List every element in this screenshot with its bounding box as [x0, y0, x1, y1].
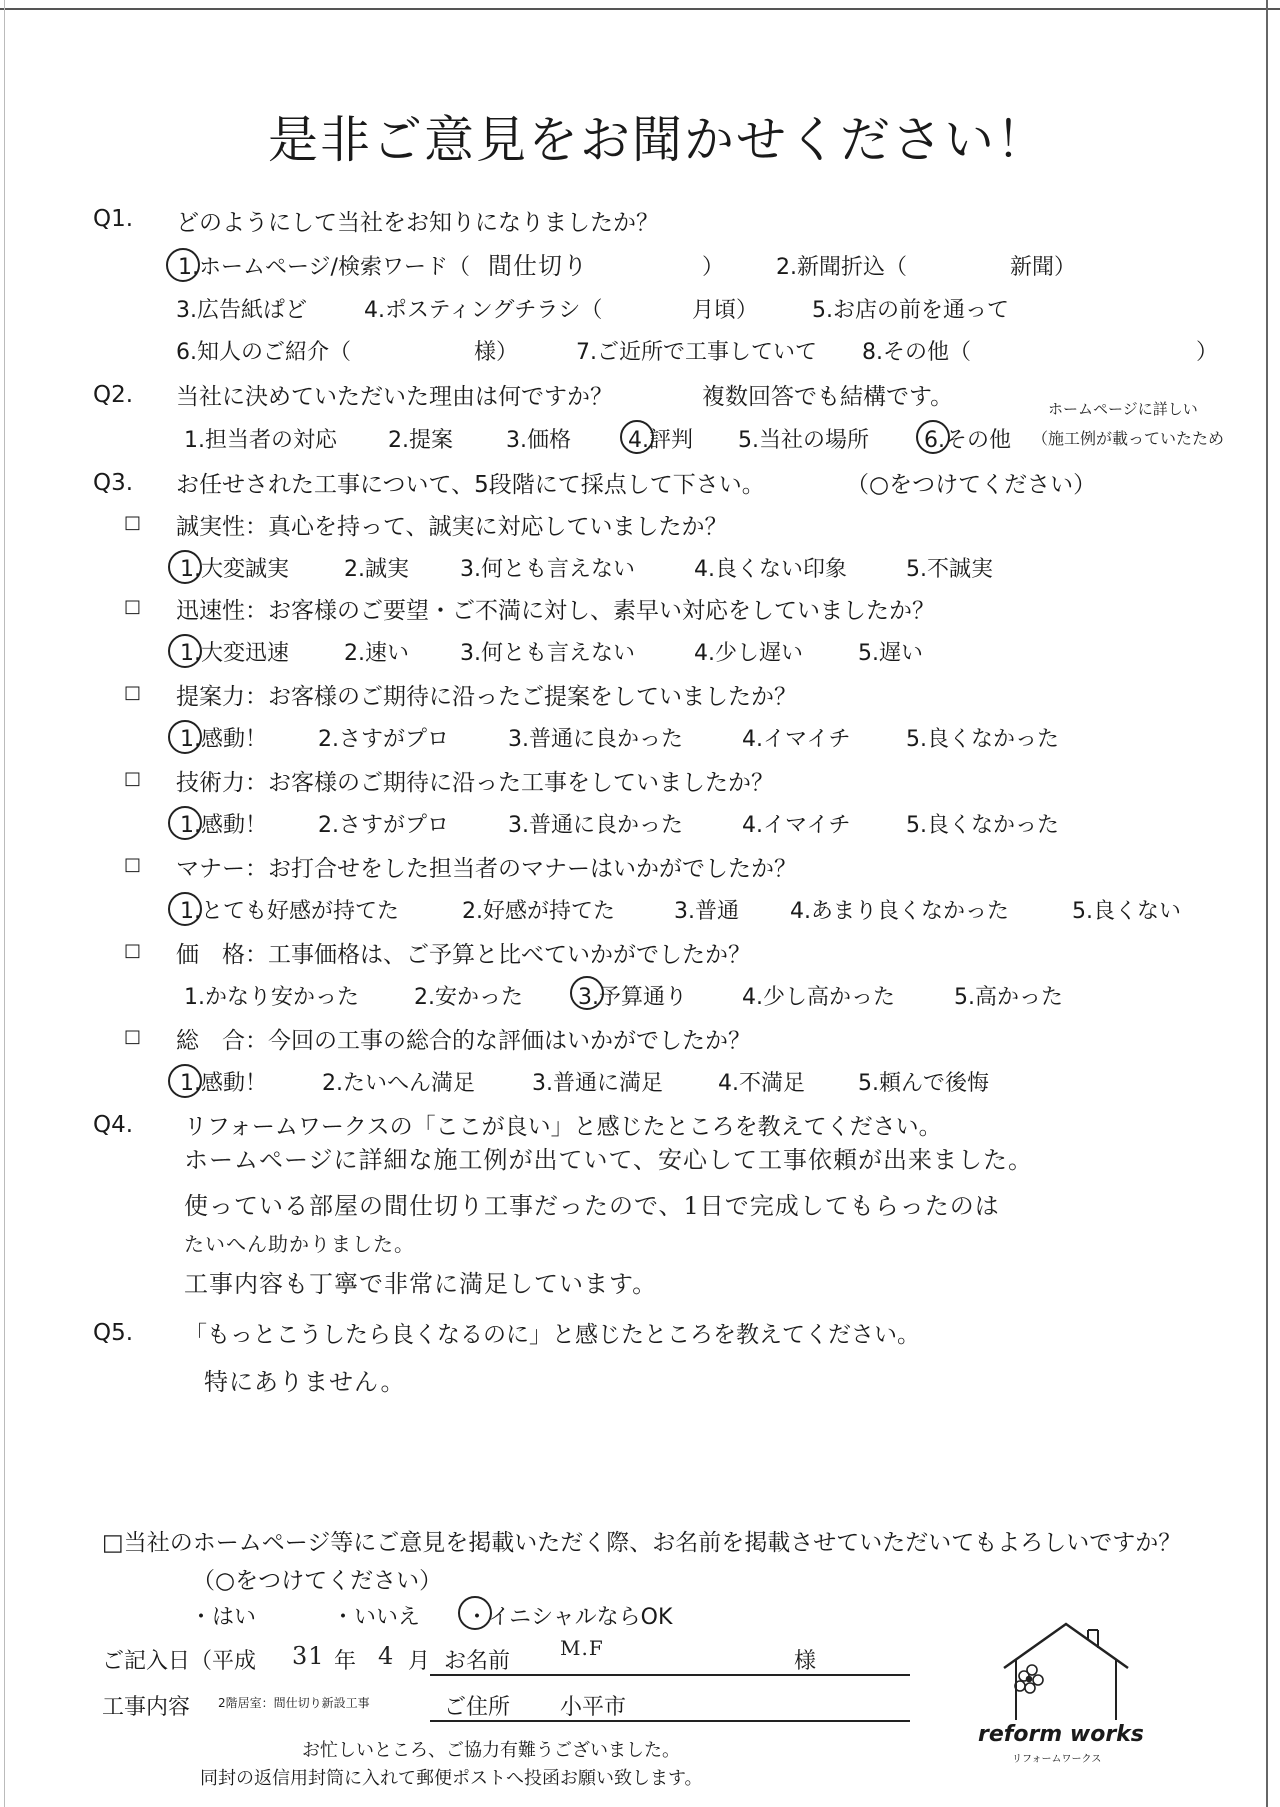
rating-option: 1.感動！: [180, 1071, 267, 1096]
rating-option: 4.イマイチ: [742, 727, 851, 752]
q2-option-3: 3.価格: [506, 428, 571, 453]
consent-option-no[interactable]: ・いいえ: [332, 1605, 421, 1630]
rating-option: 2.誠実: [344, 557, 409, 582]
rating-option: 1.とても好感が持てた: [180, 899, 399, 924]
q1-question: どのようにして当社をお知りになりましたか？: [176, 210, 659, 236]
rating-option: 5.高かった: [954, 985, 1063, 1010]
q1-option-1: 1.ホームページ/検索ワード（: [178, 255, 470, 280]
q2-option-1: 1.担当者の対応: [184, 428, 337, 453]
q3-item-title: 誠実性：真心を持って、誠実に対応していましたか？: [176, 514, 728, 540]
q4-answer-line: たいへん助かりました。: [184, 1232, 415, 1256]
rating-option: 5.良くなかった: [906, 813, 1059, 838]
work-label: 工事内容: [102, 1695, 191, 1720]
q2-option-6: 6.その他: [924, 428, 1011, 453]
rating-option: 3.何とも言えない: [460, 641, 635, 666]
checkbox[interactable]: □: [124, 768, 142, 789]
rating-option: 3.普通に満足: [532, 1071, 663, 1096]
q4-label: Q4.: [93, 1112, 134, 1138]
house-with-flower-icon: [996, 1620, 1136, 1730]
checkbox[interactable]: □: [124, 512, 142, 533]
name-value[interactable]: M.F: [560, 1636, 604, 1660]
q2-option-4: 4.評判: [628, 428, 693, 453]
date-year-unit: 年: [334, 1649, 357, 1674]
consent-option-yes[interactable]: ・はい: [190, 1605, 257, 1630]
name-underline: [430, 1674, 910, 1676]
address-value[interactable]: 小平市: [560, 1695, 627, 1720]
checkbox[interactable]: □: [124, 1026, 142, 1047]
name-label: お名前: [444, 1649, 511, 1674]
rating-option: 2.安かった: [414, 985, 523, 1010]
q1-option-3: 3.広告紙ぱど: [176, 298, 307, 323]
q1-option-7: 7.ご近所で工事していて: [576, 340, 817, 365]
q3-item-title: マナー：お打合せをした担当者のマナーはいかがでしたか？: [176, 856, 797, 882]
rating-option: 1.かなり安かった: [184, 985, 359, 1010]
checkbox[interactable]: □: [124, 682, 142, 703]
q2-option-5: 5.当社の場所: [738, 428, 869, 453]
address-underline: [430, 1720, 910, 1722]
q3-item-title: 技術力：お客様のご期待に沿った工事をしていましたか？: [176, 770, 774, 796]
rating-option: 1.感動！: [180, 727, 267, 752]
page-title: 是非ご意見をお聞かせください！: [268, 111, 1048, 169]
consent-question: □当社のホームページ等にご意見を掲載いただく際、お名前を掲載させていただいてもよろしいですか？: [102, 1530, 1182, 1556]
date-month-unit: 月: [408, 1649, 431, 1674]
scan-edge-top: [0, 8, 1280, 10]
checkbox[interactable]: □: [124, 854, 142, 875]
date-label: ご記入日（平成: [102, 1649, 257, 1674]
q4-answer-line: 使っている部屋の間仕切り工事だったので、1日で完成してもらったのは: [184, 1192, 1000, 1220]
rating-option: 5.遅い: [858, 641, 923, 666]
footer-thanks: お忙しいところ、ご協力有難うございました。: [302, 1740, 680, 1761]
q3-item-title: 迅速性：お客様のご要望・ご不満に対し、素早い対応をしていましたか？: [176, 598, 935, 624]
rating-option: 3.普通: [674, 899, 739, 924]
q2-question: 当社に決めていただいた理由は何ですか？: [176, 384, 613, 410]
logo-kana: リフォームワークス: [1012, 1754, 1102, 1765]
q1-option-8-close: ）: [1196, 340, 1219, 365]
rating-option: 5.良くなかった: [906, 727, 1059, 752]
rating-option: 4.あまり良くなかった: [790, 899, 1009, 924]
q4-answer-line: ホームページに詳細な施工例が出ていて、安心して工事依頼が出来ました。: [184, 1146, 1034, 1174]
rating-option: 5.頼んで後悔: [858, 1071, 989, 1096]
logo: [996, 1620, 1136, 1730]
scan-edge-right: [1266, 0, 1268, 1807]
work-value[interactable]: 2階居室：間仕切り新設工事: [218, 1696, 370, 1710]
consent-option-initial[interactable]: ・イニシャルならOK: [466, 1605, 673, 1630]
rating-option: 2.たいへん満足: [322, 1071, 475, 1096]
rating-option: 4.少し遅い: [694, 641, 803, 666]
q1-option-8: 8.その他（: [862, 340, 971, 365]
rating-option: 4.不満足: [718, 1071, 805, 1096]
rating-option: 3.普通に良かった: [508, 813, 683, 838]
q1-option-1-close: ）: [702, 255, 725, 280]
q2-note: 複数回答でも結構です。: [702, 384, 954, 410]
checkbox[interactable]: □: [124, 940, 142, 961]
q1-option-6-suffix: 様）: [474, 340, 519, 365]
q3-item-title: 総 合：今回の工事の総合的な評価はいかがでしたか？: [176, 1028, 751, 1054]
q2-label: Q2.: [93, 382, 134, 408]
rating-option: 5.不誠実: [906, 557, 993, 582]
rating-option: 2.好感が持てた: [462, 899, 615, 924]
date-year[interactable]: 31: [292, 1642, 325, 1670]
q1-option-2: 2.新聞折込（: [776, 255, 907, 280]
rating-option: 4.少し高かった: [742, 985, 895, 1010]
scan-edge-left: [4, 0, 5, 1807]
footer-instructions: 同封の返信用封筒に入れて郵便ポストへ投函お願い致します。: [200, 1768, 703, 1789]
q1-option-4-suffix: 月頃）: [692, 298, 759, 323]
q4-answer-line: 工事内容も丁寧で非常に満足しています。: [184, 1270, 658, 1298]
rating-option: 3.予算通り: [578, 985, 687, 1010]
q1-label: Q1.: [93, 206, 134, 232]
rating-option: 4.良くない印象: [694, 557, 847, 582]
rating-option: 1.大変迅速: [180, 641, 289, 666]
consent-note: （○をつけてください）: [192, 1568, 443, 1594]
q5-question: 「もっとこうしたら良くなるのに」と感じたところを教えてください。: [184, 1322, 920, 1348]
q1-option-5: 5.お店の前を通って: [812, 298, 1009, 323]
q3-item-title: 価 格：工事価格は、ご予算と比べていかがでしたか？: [176, 942, 751, 968]
rating-option: 5.良くない: [1072, 899, 1181, 924]
q2-other-answer-2: （施工例が載っていたため: [1032, 429, 1225, 448]
q3-label: Q3.: [93, 470, 134, 496]
checkbox[interactable]: □: [124, 596, 142, 617]
rating-option: 3.普通に良かった: [508, 727, 683, 752]
rating-option: 4.イマイチ: [742, 813, 851, 838]
address-label: ご住所: [444, 1695, 511, 1720]
rating-option: 1.感動！: [180, 813, 267, 838]
date-month[interactable]: 4: [378, 1642, 395, 1670]
q2-option-2: 2.提案: [388, 428, 453, 453]
rating-option: 2.さすがプロ: [318, 727, 449, 752]
rating-option: 2.速い: [344, 641, 409, 666]
q1-option-4: 4.ポスティングチラシ（: [364, 298, 603, 323]
q3-question: お任せされた工事について、5段階にて採点して下さい。: [176, 472, 765, 498]
q1-option-6: 6.知人のご紹介（: [176, 340, 351, 365]
q2-other-answer-1: ホームページに詳しい: [1048, 400, 1198, 418]
q1-option-1-answer: 間仕切り: [488, 252, 588, 280]
rating-option: 3.何とも言えない: [460, 557, 635, 582]
logo-text: reform works: [978, 1722, 1144, 1747]
rating-option: 1.大変誠実: [180, 557, 289, 582]
q4-question: リフォームワークスの「ここが良い」と感じたところを教えてください。: [184, 1114, 942, 1140]
name-suffix: 様: [794, 1649, 817, 1674]
q1-option-2-suffix: 新聞）: [1010, 255, 1077, 280]
rating-option: 2.さすがプロ: [318, 813, 449, 838]
q3-item-title: 提案力：お客様のご期待に沿ったご提案をしていましたか？: [176, 684, 797, 710]
q5-label: Q5.: [93, 1320, 134, 1346]
q3-note: （○をつけてください）: [846, 472, 1097, 498]
q5-answer: 特にありません。: [204, 1368, 406, 1396]
